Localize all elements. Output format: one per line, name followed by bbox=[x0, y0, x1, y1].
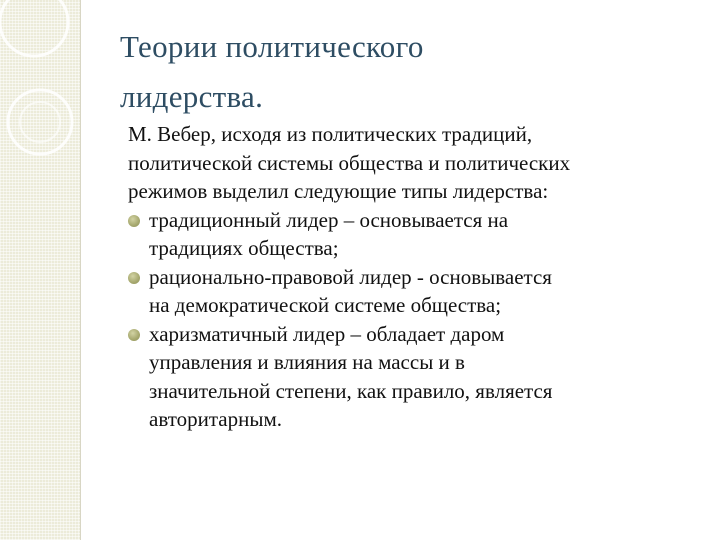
bullet-line: значительной степени, как правило, является bbox=[149, 378, 553, 403]
title-line: Теории политического bbox=[120, 29, 424, 64]
intro-line: режимов выделил следующие типы лидерства: bbox=[128, 179, 549, 203]
bullet-line: традициях общества; bbox=[149, 236, 339, 260]
bullet-line: на демократической системе общества; bbox=[149, 293, 502, 317]
bullet-line: традиционный лидер – основывается на bbox=[149, 207, 509, 232]
bullet-line: рационально-правовой лидер - основывается bbox=[149, 264, 552, 289]
bullet-dot-icon bbox=[128, 329, 140, 341]
list-item-traditional-leader bbox=[128, 206, 708, 263]
bullet-dot-icon bbox=[128, 272, 140, 284]
slide-body bbox=[128, 120, 708, 434]
intro-line: политической системы общества и политических bbox=[128, 150, 571, 175]
bullet-line: авторитарным. bbox=[149, 407, 282, 431]
list-item-rational-legal-leader bbox=[128, 263, 708, 320]
title-line: лидерства. bbox=[120, 79, 264, 114]
bullet-line: управления и влияния на массы и в bbox=[149, 350, 465, 374]
intro-paragraph bbox=[128, 120, 708, 206]
list-item-charismatic-leader bbox=[128, 320, 708, 434]
slide-title bbox=[120, 22, 680, 122]
bullet-line: харизматичный лидер – обладает даром bbox=[149, 321, 505, 346]
intro-line: М. Вебер, исходя из политических традиций, bbox=[128, 122, 533, 146]
bullet-dot-icon bbox=[128, 215, 140, 227]
decorative-rings bbox=[0, 0, 80, 540]
leadership-types-list bbox=[128, 206, 708, 434]
